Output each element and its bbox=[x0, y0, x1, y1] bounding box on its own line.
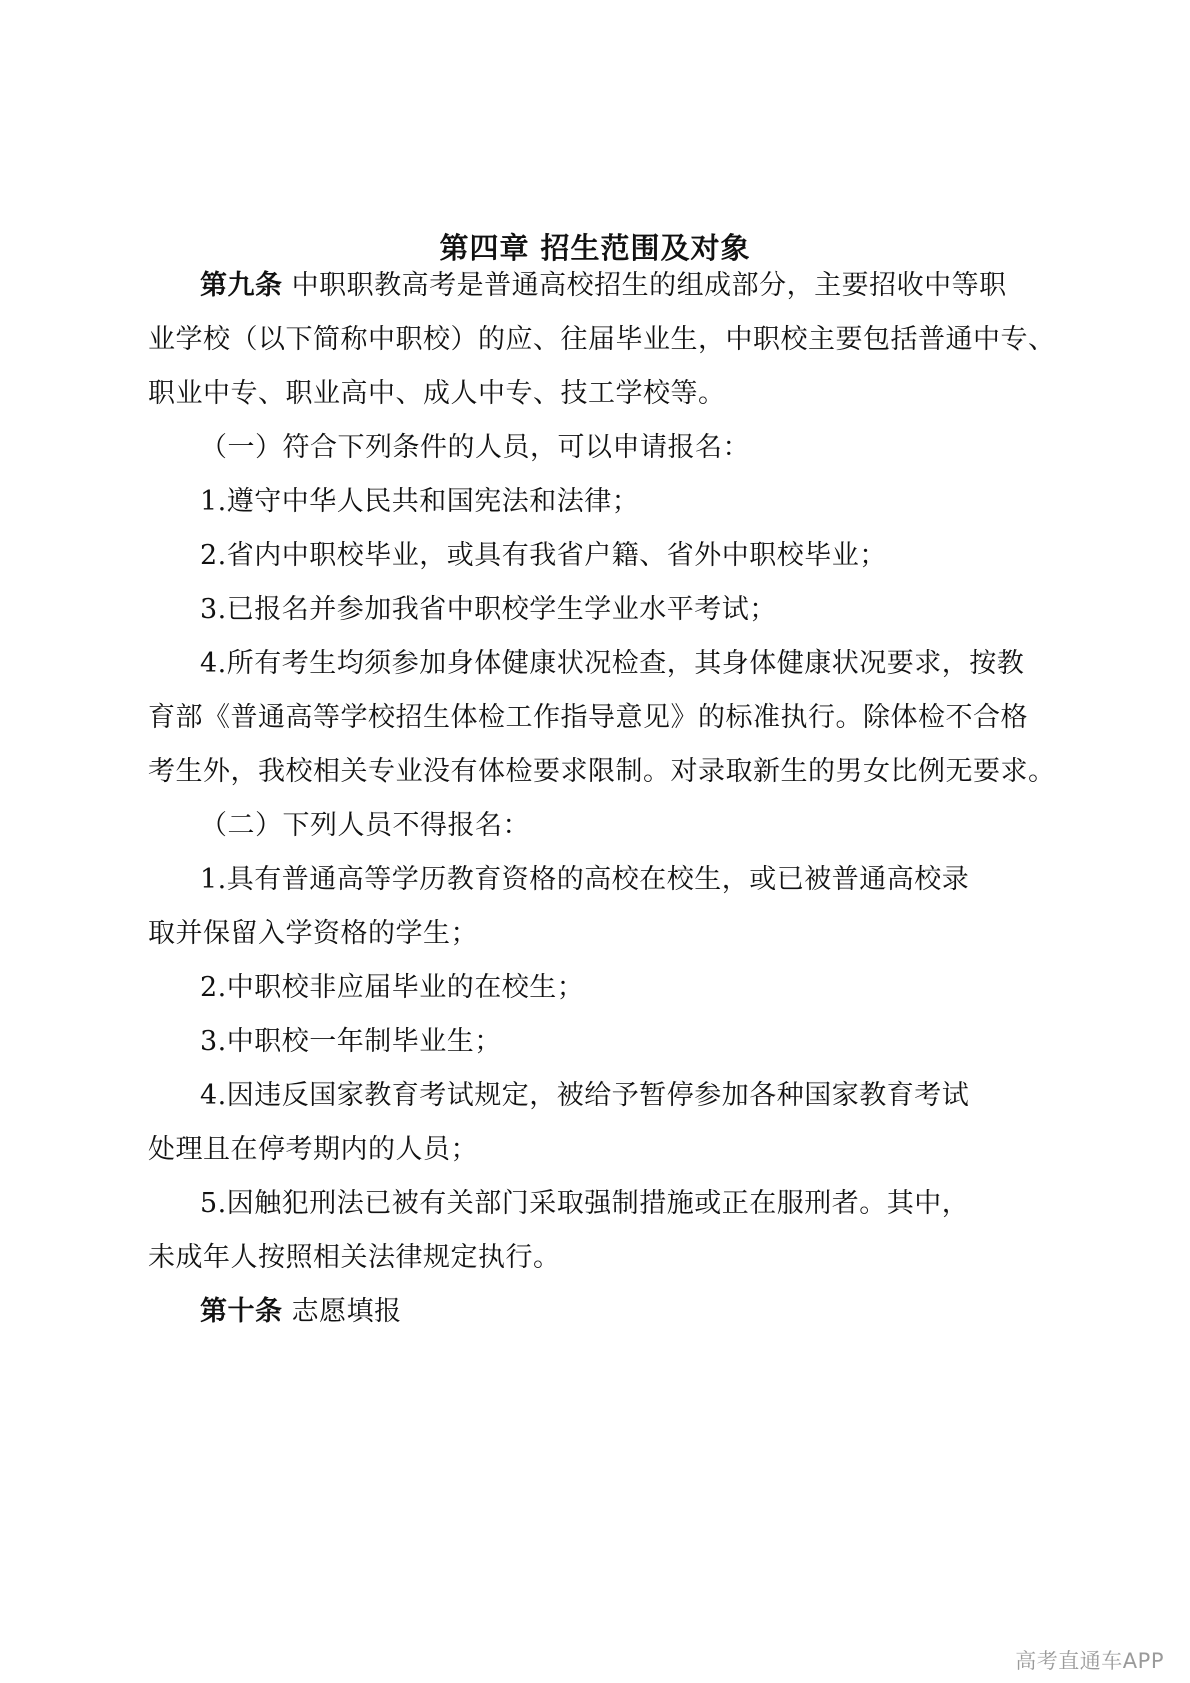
article10-label: 第十条 bbox=[200, 1296, 283, 1327]
section1-item: 3.已报名并参加我省中职校学生学业水平考试； bbox=[200, 594, 777, 625]
watermark: 高考直通车APP bbox=[1015, 1649, 1164, 1673]
section1-item: 4.所有考生均须参加身体健康状况检查，其身体健康状况要求，按教 bbox=[200, 648, 1025, 679]
section1-item: 考生外，我校相关专业没有体检要求限制。对录取新生的男女比例无要求。 bbox=[148, 756, 1056, 787]
article9-line1-text: 中职职教高考是普通高校招生的组成部分，主要招收中等职 bbox=[282, 270, 1007, 301]
section2-item: 3.中职校一年制毕业生； bbox=[200, 1026, 502, 1057]
section2-heading: （二）下列人员不得报名： bbox=[200, 810, 530, 841]
section2-item: 4.因违反国家教育考试规定，被给予暂停参加各种国家教育考试 bbox=[200, 1080, 970, 1111]
section1-item: 1.遵守中华人民共和国宪法和法律； bbox=[200, 486, 640, 517]
article9-label: 第九条 bbox=[200, 270, 283, 301]
section1-item: 2.省内中职校毕业，或具有我省户籍、省外中职校毕业； bbox=[200, 540, 887, 571]
article10-line bbox=[200, 1294, 402, 1330]
section2-item: 未成年人按照相关法律规定执行。 bbox=[148, 1242, 561, 1273]
chapter-title: 第四章 招生范围及对象 bbox=[439, 231, 751, 265]
article10-text: 志愿填报 bbox=[282, 1296, 402, 1327]
section2-item: 处理且在停考期内的人员； bbox=[148, 1134, 478, 1165]
section2-item: 2.中职校非应届毕业的在校生； bbox=[200, 972, 585, 1003]
article9-line1 bbox=[200, 268, 1007, 304]
section2-item: 取并保留入学资格的学生； bbox=[148, 918, 478, 949]
article9-line3: 职业中专、职业高中、成人中专、技工学校等。 bbox=[148, 378, 726, 409]
section2-item: 1.具有普通高等学历教育资格的高校在校生，或已被普通高校录 bbox=[200, 864, 970, 895]
article9-line2: 业学校（以下简称中职校）的应、往届毕业生，中职校主要包括普通中专、 bbox=[148, 324, 1056, 355]
section2-item: 5.因触犯刑法已被有关部门采取强制措施或正在服刑者。其中， bbox=[200, 1188, 970, 1219]
section1-item: 育部《普通高等学校招生体检工作指导意见》的标准执行。除体检不合格 bbox=[148, 702, 1028, 733]
section1-heading: （一）符合下列条件的人员，可以申请报名： bbox=[200, 432, 750, 463]
